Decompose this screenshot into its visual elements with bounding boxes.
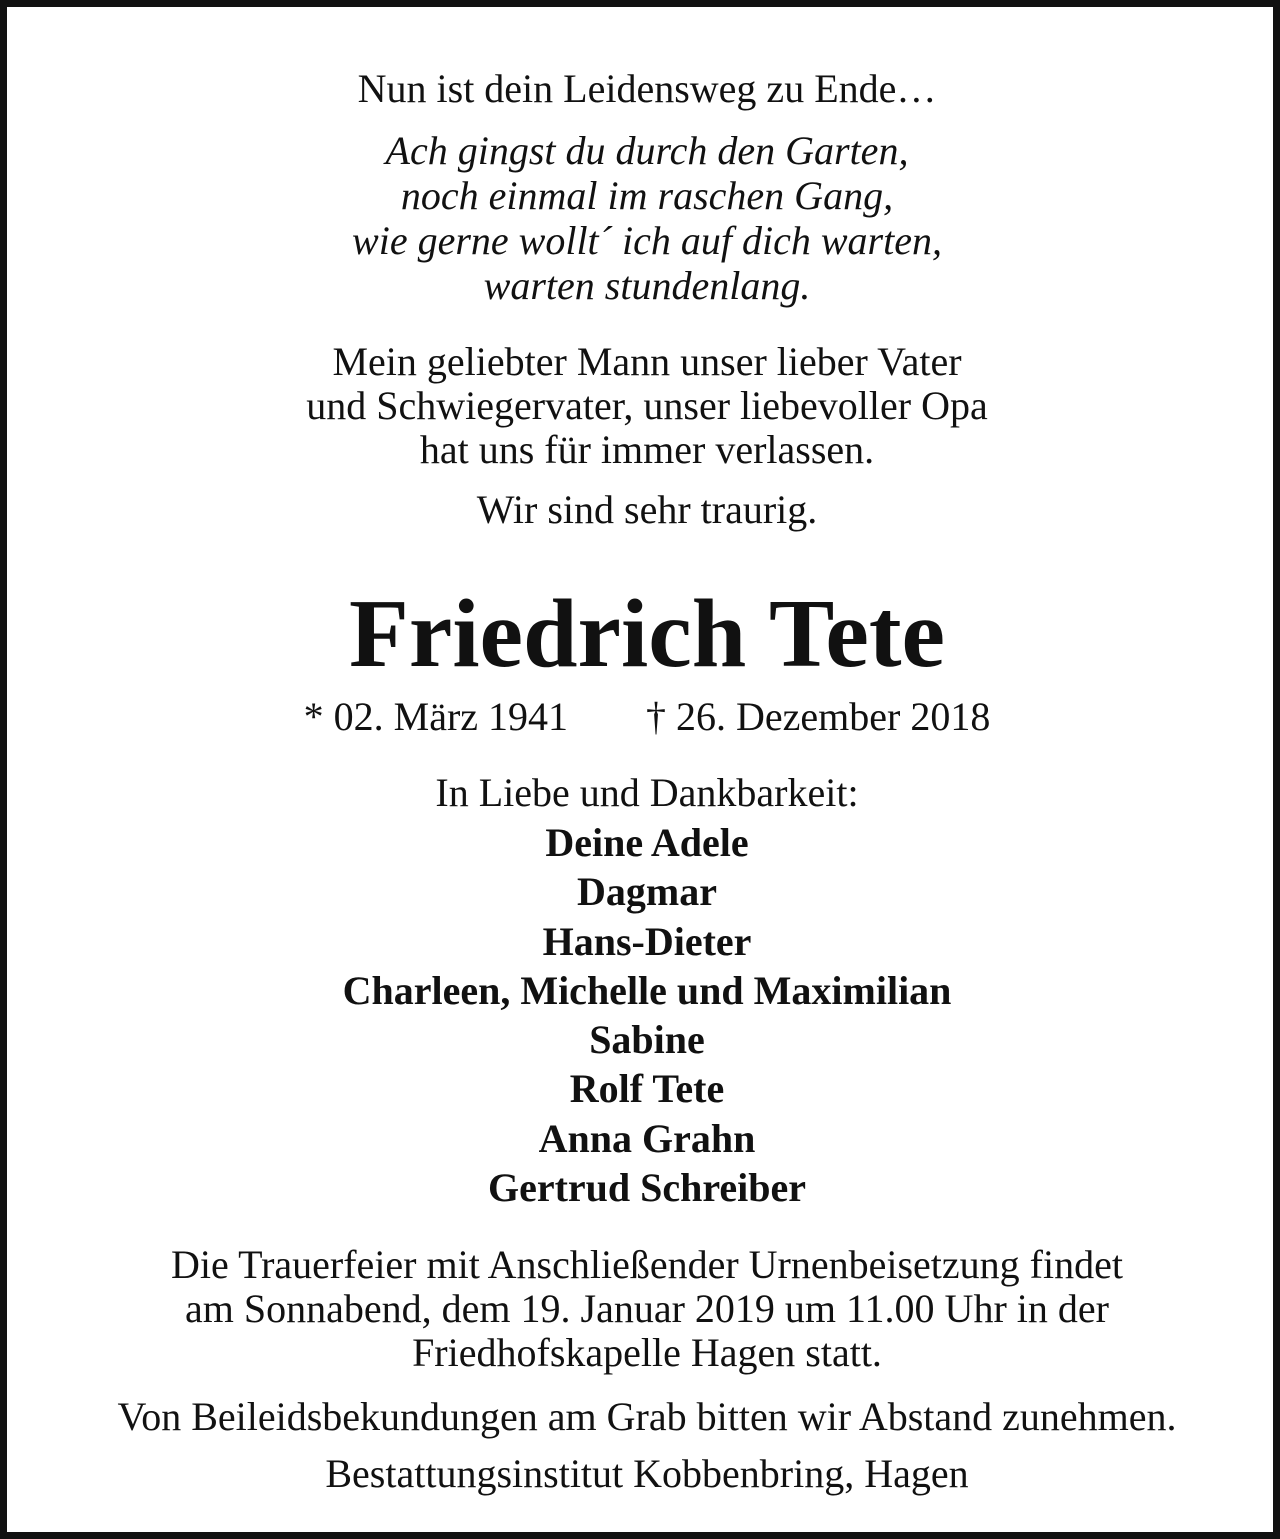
poem-line: noch einmal im raschen Gang, xyxy=(400,173,894,218)
funeral-home-text: Bestattungsinstitut Kobbenbring, Hagen xyxy=(325,1451,969,1496)
birth-date: * 02. März 1941 xyxy=(303,694,569,739)
message-line: hat uns für immer verlassen. xyxy=(419,427,875,472)
sad-line xyxy=(14,487,1280,533)
sad-text: Wir sind sehr traurig. xyxy=(476,487,818,532)
poem-line: Ach gingst du durch den Garten, xyxy=(385,128,909,173)
condolence-note xyxy=(14,1394,1280,1440)
condolence-text: Von Beileidsbekundungen am Grab bitten wir Abstand zunehmen. xyxy=(117,1394,1177,1439)
ceremony-line: am Sonnabend, dem 19. Januar 2019 um 11.00 Uhr in der xyxy=(185,1286,1109,1331)
family-member: Dagmar xyxy=(577,869,717,915)
family-member: Hans-Dieter xyxy=(542,918,752,964)
ceremony-line: Friedhofskapelle Hagen statt. xyxy=(412,1330,882,1375)
family-member: Sabine xyxy=(589,1017,705,1063)
family-member: Gertrud Schreiber xyxy=(487,1165,807,1211)
ceremony-line: Die Trauerfeier mit Anschließender Urnenbeisetzung findet xyxy=(171,1242,1123,1287)
thanks-heading xyxy=(14,770,1280,816)
family-member: Anna Grahn xyxy=(538,1115,756,1161)
family-list xyxy=(14,818,1280,1212)
funeral-home xyxy=(14,1451,1280,1497)
family-member: Deine Adele xyxy=(545,820,749,865)
life-dates xyxy=(14,694,1280,740)
poem-line: wie gerne wollt´ ich auf dich warten, xyxy=(352,218,942,263)
poem-line: warten stundenlang. xyxy=(483,263,811,308)
intro-text: Nun ist dein Leidensweg zu Ende… xyxy=(357,66,937,111)
ceremony-info xyxy=(14,1243,1280,1375)
death-date: † 26. Dezember 2018 xyxy=(646,694,991,739)
family-member: Charleen, Michelle und Maximilian xyxy=(342,967,952,1013)
intro-line xyxy=(14,66,1280,112)
poem xyxy=(14,128,1280,308)
message-line: und Schwiegervater, unser liebevoller Opa xyxy=(306,383,988,428)
thanks-text: In Liebe und Dankbarkeit: xyxy=(435,770,859,815)
deceased-name-text: Friedrich Tete xyxy=(348,580,946,688)
message-line: Mein geliebter Mann unser lieber Vater xyxy=(332,339,962,384)
deceased-name xyxy=(14,579,1280,689)
announcement-message xyxy=(14,340,1280,472)
family-member: Rolf Tete xyxy=(569,1066,725,1112)
